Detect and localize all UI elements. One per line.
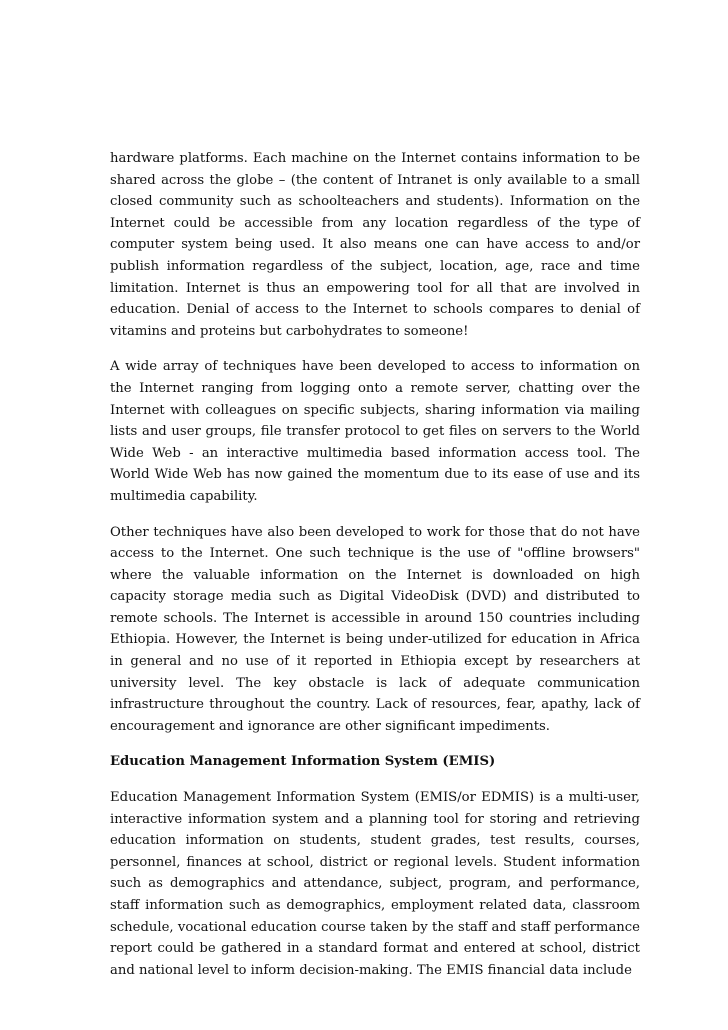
section-heading-emis: Education Management Information System (EMIS) (110, 754, 496, 770)
paragraph-internet-access: hardware platforms. Each machine on the Internet contains information to be shared across the globe – (the content of Intranet is only available to a small closed community such as schoolteachers and students). Information on the Internet could be accessible from any location regardless of the type of computer system being used. It also means one can have access to and/or publish information regardless of the subject, location, age, race and time limitation. Internet is thus an empowering tool for all that are involved in education. Denial of access to the Internet to schools compares to denial of vitamins and proteins but carbohydrates to someone! (110, 151, 640, 339)
paragraph-offline-browsers: Other techniques have also been developed to work for those that do not have access to the Internet. One such technique is the use of "offline browsers" where the valuable information on the Internet is downloaded on high capacity storage media such as Digital VideoDisk (DVD) and distributed to remote schools. The Internet is accessible in around 150 countries including Ethiopia. However, the Internet is being under-utilized for education in Africa in general and no use of it reported in Ethiopia except by researchers at university level. The key obstacle is lack of adequate communication infrastructure throughout the country. Lack of resources, fear, apathy, lack of encouragement and ignorance are other significant impediments. (110, 524, 640, 734)
document-page (110, 148, 640, 995)
paragraph-emis-description: Education Management Information System (EMIS/or EDMIS) is a multi-user, interactive information system and a planning tool for storing and retrieving education information on students, student grades, test results, courses, personnel, finances at school, district or regional levels. Student information such as demographics and attendance, subject, program, and performance, staff information such as demographics, employment related data, classroom schedule, vocational education course taken by the staff and staff performance report could be gathered in a standard format and entered at school, district and national level to inform decision-making. The EMIS financial data include (110, 790, 640, 978)
paragraph-access-techniques: A wide array of techniques have been developed to access to information on the Internet ranging from logging onto a remote server, chatting over the Internet with colleagues on specific subjects, sharing information via mailing lists and user groups, file transfer protocol to get files on servers to the World Wide Web - an interactive multimedia based information access tool. The World Wide Web has now gained the momentum due to its ease of use and its multimedia capability. (110, 359, 640, 504)
